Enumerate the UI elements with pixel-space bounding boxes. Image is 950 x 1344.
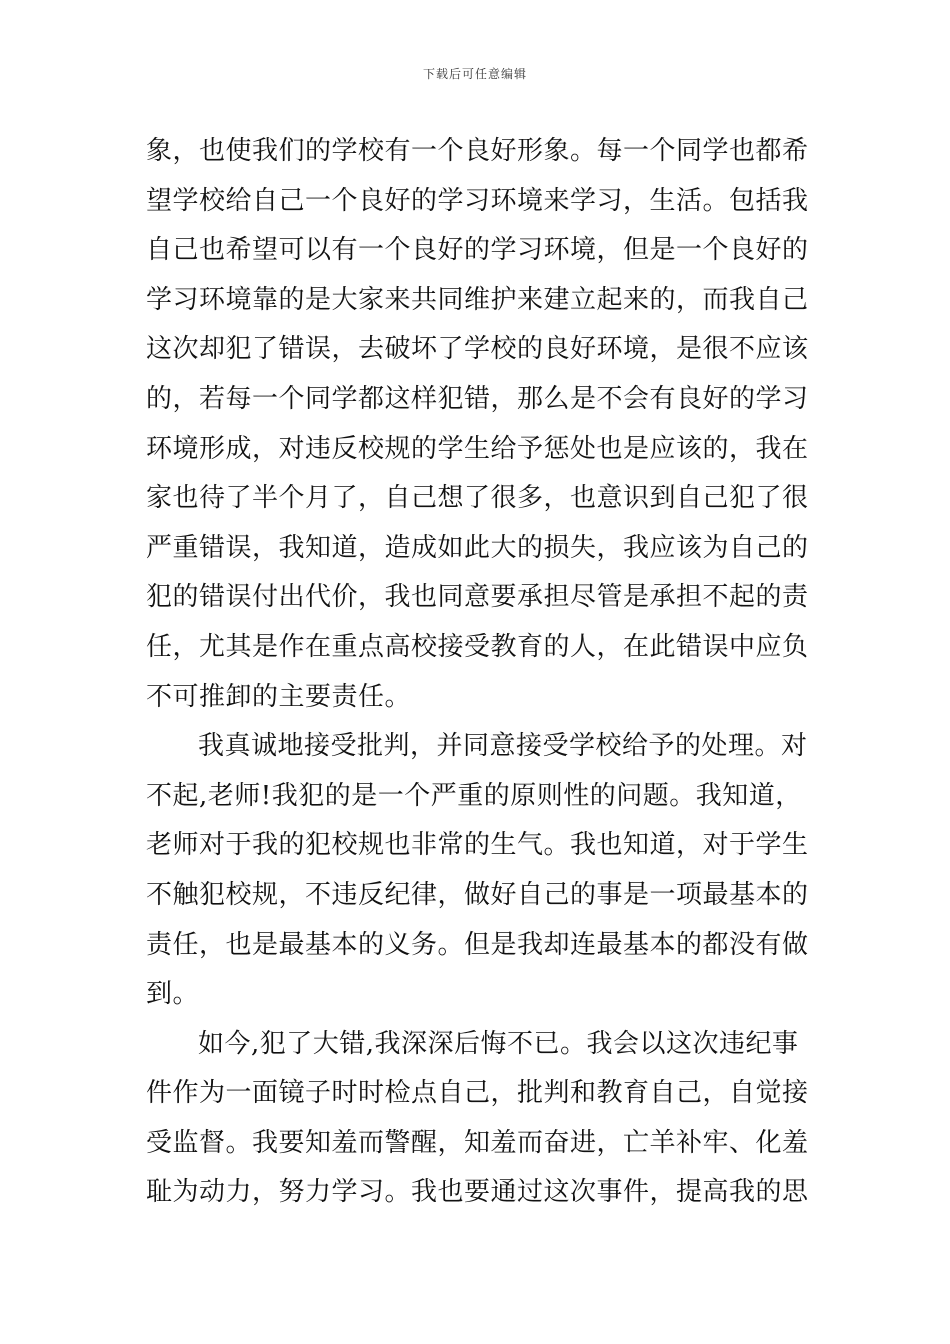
- paragraph: [146, 127, 810, 722]
- text-line: 老师对于我的犯校规也非常的生气。我也知道，对于学生: [146, 830, 809, 861]
- text-line: 到。: [146, 979, 200, 1010]
- paragraph: [146, 722, 810, 1020]
- text-line: 不起,老师!我犯的是一个严重的原则性的问题。我知道，: [146, 780, 802, 811]
- text-line: 这次却犯了错误，去破坏了学校的良好环境，是很不应该: [146, 334, 809, 365]
- text-line: 犯的错误付出代价，我也同意要承担尽管是承担不起的责: [146, 582, 809, 613]
- paragraph: [146, 1020, 810, 1218]
- text-line: 不触犯校规，不违反纪律，做好自己的事是一项最基本的: [146, 879, 809, 910]
- text-line: 学习环境靠的是大家来共同维护来建立起来的，而我自己: [146, 284, 809, 315]
- text-line: 自己也希望可以有一个良好的学习环境，但是一个良好的: [146, 235, 809, 266]
- text-line: 如今,犯了大错,我深深后悔不已。我会以这次违纪事: [198, 1028, 799, 1059]
- text-line: 责任，也是最基本的义务。但是我却连最基本的都没有做: [146, 929, 809, 960]
- text-line: 的，若每一个同学都这样犯错，那么是不会有良好的学习: [146, 383, 809, 414]
- text-line: 严重错误，我知道，造成如此大的损失，我应该为自己的: [146, 532, 809, 563]
- text-line: 件作为一面镜子时时检点自己，批判和教育自己，自觉接: [146, 1078, 809, 1109]
- body-text: [146, 127, 810, 1218]
- text-line: 受监督。我要知羞而警醒，知羞而奋进，亡羊补牢、化羞: [146, 1127, 809, 1158]
- text-line: 任，尤其是作在重点高校接受教育的人，在此错误中应负: [146, 631, 809, 662]
- text-line: 望学校给自己一个良好的学习环境来学习，生活。包括我: [146, 185, 809, 216]
- text-line: 耻为动力，努力学习。我也要通过这次事件，提高我的思: [146, 1177, 809, 1208]
- text-line: 家也待了半个月了，自己想了很多，也意识到自己犯了很: [146, 483, 809, 514]
- page-header: 下载后可任意编辑: [422, 67, 527, 81]
- text-line: 不可推卸的主要责任。: [146, 681, 412, 712]
- text-line: 我真诚地接受批判，并同意接受学校给予的处理。对: [198, 731, 808, 762]
- text-line: 象，也使我们的学校有一个良好形象。每一个同学也都希: [146, 136, 809, 166]
- text-line: 环境形成，对违反校规的学生给予惩处也是应该的，我在: [146, 433, 809, 464]
